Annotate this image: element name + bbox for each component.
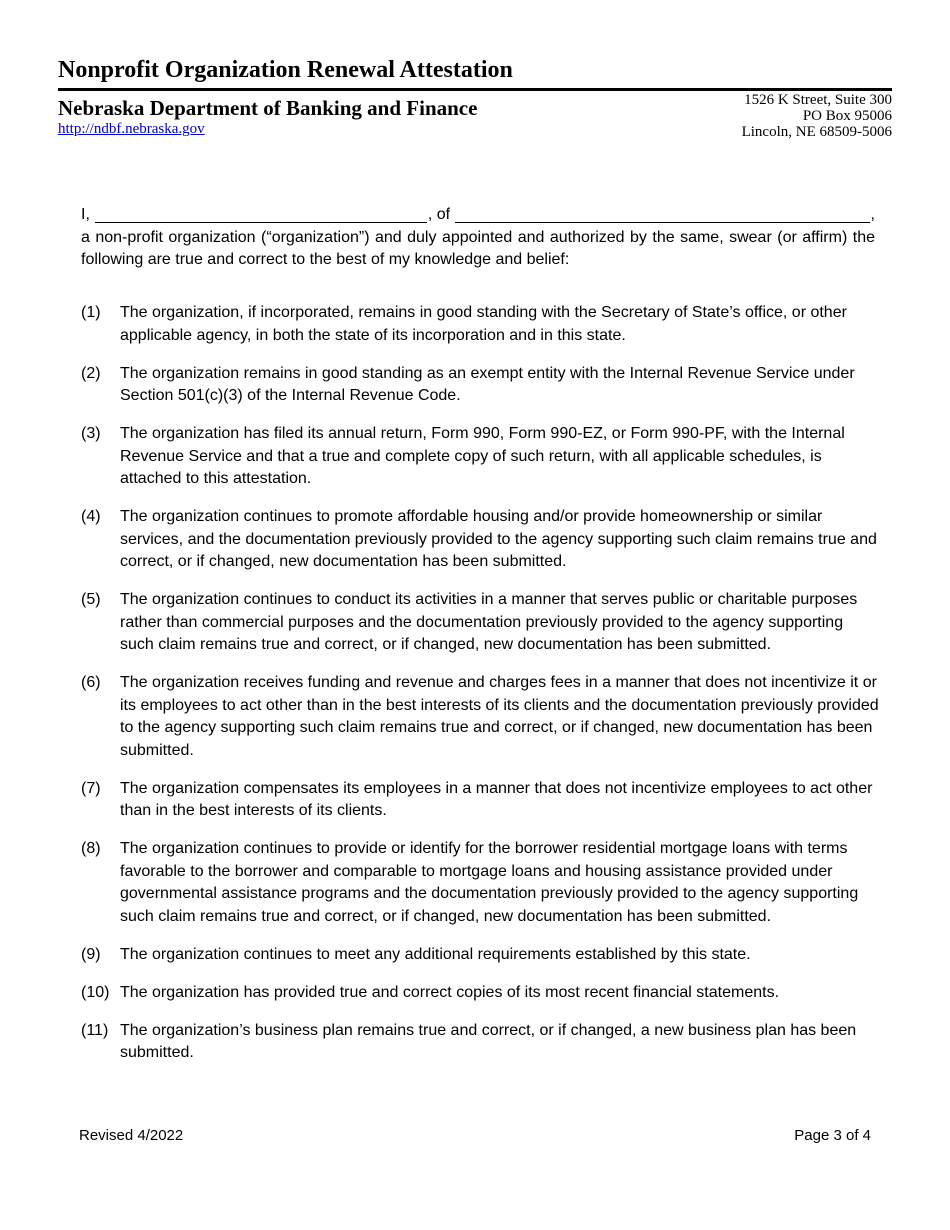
item-text: The organization continues to conduct its activities in a manner that serves public or charitable purposes rather than commercial purposes and the documentation previously provided to the agency supporting such claim remains true and correct, or if changed, new documentation has been submitted. xyxy=(120,591,858,653)
item-text: The organization continues to meet any additional requirements established by this state. xyxy=(120,945,751,963)
attestation-item xyxy=(81,423,881,491)
attestation-intro xyxy=(81,204,875,272)
department-website-link[interactable]: http://ndbf.nebraska.gov xyxy=(58,121,205,137)
page-number: Page 3 of 4 xyxy=(794,1127,871,1144)
item-number: (9) xyxy=(81,945,101,963)
address-line: Lincoln, NE 68509-5006 xyxy=(741,124,892,140)
intro-comma: , xyxy=(870,206,875,223)
title-divider xyxy=(58,88,892,91)
attestation-items xyxy=(81,302,881,1080)
item-text: The organization has provided true and correct copies of its most recent financial statements. xyxy=(120,983,780,1001)
attestation-item xyxy=(81,1020,881,1065)
item-text: The organization remains in good standing as an exempt entity with the Internal Revenue Service under Section 501(c)(3) of the Internal Revenue Code. xyxy=(120,364,855,404)
department-name: Nebraska Department of Banking and Finance xyxy=(58,96,478,120)
item-number: (10) xyxy=(81,983,110,1001)
organization-name-field[interactable] xyxy=(455,207,869,223)
item-text: The organization continues to promote affordable housing and/or provide homeownership or similar services, and the documentation previously provided to the agency supporting such claim remains true and correct, or if changed, new documentation has been submitted. xyxy=(120,508,877,570)
item-text: The organization, if incorporated, remains in good standing with the Secretary of State’s office, or other applicable agency, in both the state of its incorporation and in this state. xyxy=(120,304,847,344)
item-number: (6) xyxy=(81,674,101,691)
address-line: PO Box 95006 xyxy=(802,108,892,124)
attestation-item xyxy=(81,838,881,928)
item-number: (4) xyxy=(81,508,101,525)
attestation-item xyxy=(81,944,881,967)
intro-prefix: I, xyxy=(81,206,90,223)
department-address xyxy=(742,92,892,140)
item-text: The organization receives funding and revenue and charges fees in a manner that does not incentivize it or its employees to act other than in the best interests of its clients and the documentation previously provided to the agency supporting such claim remains true and correct, or if changed, new documentation has been submitted. xyxy=(120,674,879,759)
attestation-item xyxy=(81,589,881,657)
attestation-item xyxy=(81,363,881,408)
item-text: The organization compensates its employees in a manner that does not incentivize employees to act other than in the best interests of its clients. xyxy=(120,779,873,819)
intro-of: , of xyxy=(427,206,451,223)
signer-name-field[interactable] xyxy=(95,207,427,223)
page-title: Nonprofit Organization Renewal Attestation xyxy=(58,57,513,83)
item-number: (3) xyxy=(81,425,101,442)
item-number: (11) xyxy=(81,1021,109,1039)
attestation-item xyxy=(81,672,881,762)
item-text: The organization continues to provide or identify for the borrower residential mortgage loans with terms favorable to the borrower and comparable to mortgage loans and housing assistance provided under governmental assistance programs and the documentation previously provided to the agency supporting such claim remains true and correct, or if changed, new documentation has been submitted. xyxy=(120,840,859,925)
revision-date: Revised 4/2022 xyxy=(79,1127,184,1144)
attestation-item xyxy=(81,982,881,1005)
attestation-statement: a non-profit organization (“organization”) and duly appointed and authorized by the same, swear (or affirm) the following are true and correct to the best of my knowledge and belief: xyxy=(81,228,875,268)
item-number: (1) xyxy=(81,304,101,321)
item-number: (8) xyxy=(81,840,101,857)
attestation-item xyxy=(81,506,881,574)
attestation-item xyxy=(81,302,881,347)
item-text: The organization’s business plan remains true and correct, or if changed, a new business plan has been submitted. xyxy=(120,1021,857,1061)
attestation-item xyxy=(81,778,881,823)
item-number: (7) xyxy=(81,779,101,797)
item-text: The organization has filed its annual return, Form 990, Form 990-EZ, or Form 990-PF, with the Internal Revenue Service and that a true and complete copy of such return, with all applicable schedules, is attached to this attestation. xyxy=(120,425,845,487)
item-number: (2) xyxy=(81,364,101,382)
signer-fill-line xyxy=(81,204,875,227)
address-line: 1526 K Street, Suite 300 xyxy=(744,92,892,108)
item-number: (5) xyxy=(81,591,101,608)
